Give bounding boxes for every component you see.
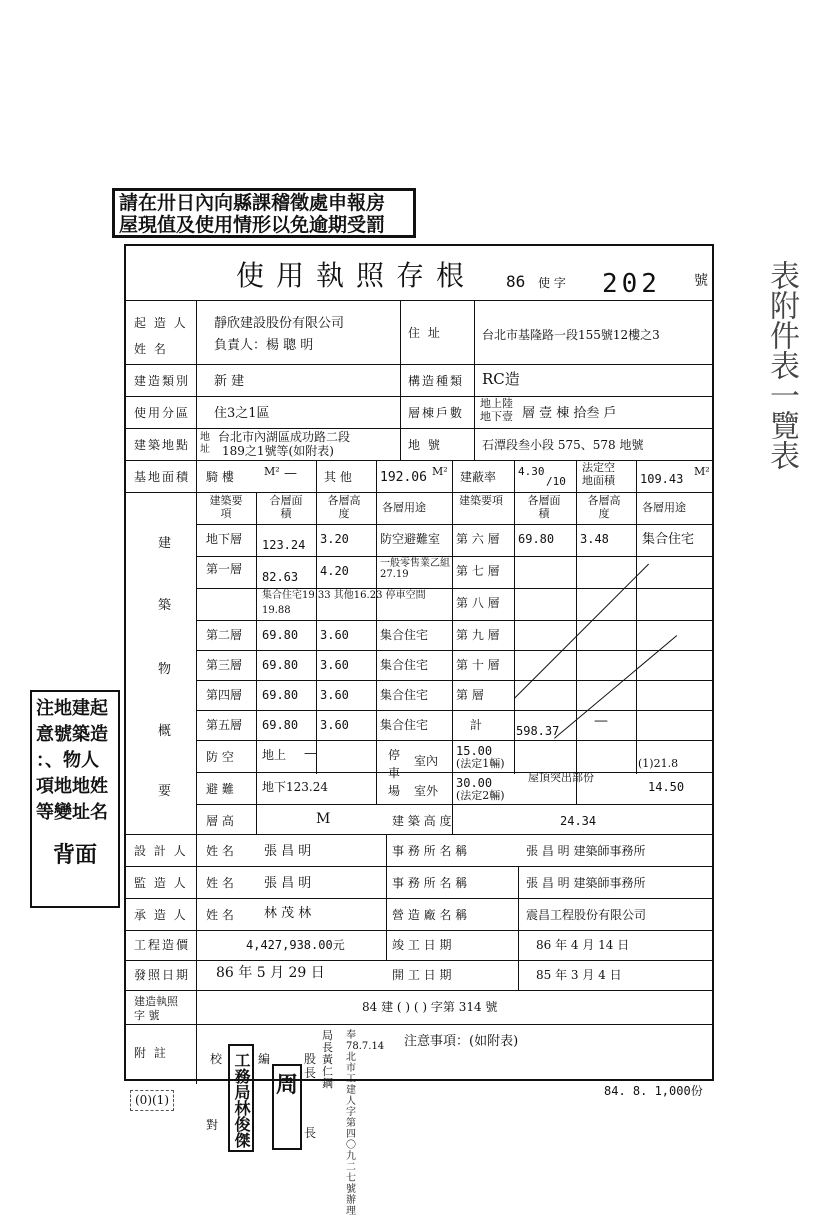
approval-seal-2 — [272, 1064, 302, 1150]
floor-name-2: 第 六 層 — [456, 532, 500, 546]
coverage-ratio-label: 建蔽率 — [460, 470, 497, 484]
section-label: 建 — [158, 536, 172, 551]
unit: M² — [432, 465, 448, 478]
floor-height: 3.20 — [320, 532, 349, 546]
owner-address: 台北市基隆路一段155號12樓之3 — [482, 328, 660, 342]
section-label: 要 — [158, 784, 172, 799]
floor-area-2: 69.80 — [518, 532, 555, 546]
proofread-label: 對 — [206, 1118, 219, 1132]
approval-seal-2-text: 周 — [275, 1072, 298, 1098]
license-year: 86 — [506, 272, 526, 291]
notice-stamp-top — [112, 188, 416, 238]
office-label: 事 務 所 名 稱 — [392, 844, 468, 858]
rule — [126, 300, 712, 301]
owner-company: 靜欣建設股份有限公司 — [214, 316, 345, 331]
supervisor-name: 張 昌 明 — [264, 876, 312, 891]
floor-name: 第二層 — [206, 628, 243, 642]
shelter-below: 地下123.24 — [262, 780, 328, 794]
rule — [196, 740, 712, 741]
floor-area: 69.80 — [262, 688, 299, 702]
floor-height: 3.60 — [320, 688, 349, 702]
license-number: 202 — [602, 269, 661, 299]
shelter-above-value: — — [304, 746, 317, 761]
floor-height-label: 層 高 — [206, 814, 234, 828]
issue-date: 86 年 5 月 29 日 — [216, 965, 325, 981]
shelter-label-2: 避 難 — [206, 782, 234, 796]
rule — [126, 364, 712, 365]
left-stamp-line: 項地地姓 — [36, 776, 108, 797]
floor-height-2: 3.48 — [580, 532, 609, 546]
lot-value: 石潭段叁小段 575、578 地號 — [482, 438, 644, 452]
owner-name-label: 姓 名 — [134, 342, 168, 356]
rule — [126, 834, 712, 835]
rule — [196, 556, 712, 557]
col-header: 各層面積 — [527, 494, 561, 520]
director-stamp: 局長黃仁鋼 — [322, 1029, 333, 1090]
rule — [126, 460, 712, 461]
rule — [386, 834, 387, 960]
rule — [256, 492, 257, 834]
right-margin-text: 表附件表一覽表 — [764, 260, 799, 470]
floor-area: 69.80 — [262, 718, 299, 732]
rule — [196, 680, 712, 681]
rule — [126, 1024, 712, 1025]
roof-label: 屋頂突出部份 — [528, 771, 594, 784]
arcade-value: — — [284, 466, 297, 481]
structure-label: 構造種類 — [408, 374, 465, 388]
designer-office: 張 昌 明 建築師事務所 — [526, 844, 646, 858]
rule — [126, 960, 712, 961]
rule — [126, 898, 712, 899]
completion-date-label: 竣 工 日 期 — [392, 938, 452, 952]
back-side-label: 背面 — [52, 842, 97, 868]
floors-tail: 層 壹 棟 拾叁 戶 — [522, 406, 617, 421]
col-header: 各層用途 — [642, 501, 686, 514]
floor-name-2: 第 層 — [456, 688, 484, 702]
floor-area: 82.63 — [262, 570, 299, 584]
category-label: 建造類別 — [134, 374, 191, 388]
name-label: 姓 名 — [206, 908, 234, 922]
approval-note: 奉78.7.14北市工建人字第四〇九二七號辦理 — [346, 1030, 385, 1217]
rule — [126, 866, 712, 867]
designer-name: 張 昌 明 — [264, 844, 312, 859]
start-date: 85 年 3 月 4 日 — [536, 968, 622, 982]
parking-outdoor-value: 30.00 — [456, 776, 493, 790]
notes-text: 注意事項：(如附表) — [404, 1034, 519, 1049]
floor-height: 3.60 — [320, 658, 349, 672]
unit: M² — [694, 465, 710, 478]
col-header: 各層高度 — [587, 494, 621, 520]
permit-label-2: 字 號 — [134, 1009, 160, 1022]
floors-label: 層棟戶數 — [408, 406, 465, 420]
company-label: 營 造 廠 名 稱 — [392, 908, 468, 922]
arcade-label: 騎 樓 — [206, 470, 234, 484]
floor-name: 第三層 — [206, 658, 243, 672]
edit-label: 編 — [258, 1052, 271, 1066]
parking-indoor-label: 室內 — [414, 754, 439, 768]
other-label: 其 他 — [324, 470, 352, 484]
floor-height: 3.60 — [320, 628, 349, 642]
parking-outdoor-label: 室外 — [414, 784, 439, 798]
floor-use-2: 集合住宅 — [642, 532, 695, 547]
rule — [196, 620, 712, 621]
floor-use: 集合住宅 — [380, 658, 429, 672]
check-label: 校 — [210, 1052, 223, 1066]
site-line-2: 189之1號等(如附表) — [222, 444, 334, 458]
completion-date: 86 年 4 月 14 日 — [536, 938, 630, 952]
cost-value: 4,427,938.00元 — [246, 938, 345, 952]
category-value: 新 建 — [214, 374, 245, 389]
floor-use: 集合住宅 — [380, 688, 429, 702]
license-suffix: 號 — [694, 273, 708, 289]
rule — [126, 396, 712, 397]
approval-seal-1 — [228, 1044, 254, 1152]
chief-label: 長 — [304, 1126, 317, 1140]
floor-height: 4.20 — [320, 564, 349, 578]
permit-number: 84 建 ( ) ( ) 字第 314 號 — [362, 1000, 498, 1014]
floors-below: 地下壹 — [480, 410, 513, 423]
total-height: — — [594, 713, 608, 729]
open-space-value: 109.43 — [640, 472, 684, 486]
rule — [474, 300, 475, 460]
site-label: 建築地點 — [134, 438, 191, 452]
floor-use: 集合住宅 — [380, 628, 429, 642]
name-label: 姓 名 — [206, 876, 234, 890]
shelter-above: 地上 — [262, 748, 287, 762]
rule — [126, 990, 712, 991]
floor-use: 防空避難室 — [380, 532, 441, 546]
col-header: 建築要項 — [459, 494, 503, 507]
rule — [196, 650, 712, 651]
contractor-label: 承 造 人 — [134, 908, 188, 922]
contractor-name: 林 茂 林 — [264, 906, 312, 921]
address-label: 住 址 — [408, 326, 442, 340]
total-area: 598.37 — [516, 724, 560, 738]
notes-label: 附 註 — [134, 1046, 168, 1060]
designer-label: 設 計 人 — [134, 844, 188, 858]
lot-label: 地 號 — [408, 438, 442, 452]
rule — [196, 772, 712, 773]
roof-value-a: (1)21.8 — [638, 757, 679, 770]
floor-use: 集合住宅19.33 其他16.23 停車空間19.88 — [262, 590, 426, 616]
shelter-label: 防 空 — [206, 750, 234, 764]
left-stamp-line: ：、物人 — [36, 750, 99, 771]
left-stamp-line: 注地建起 — [36, 698, 108, 719]
site-sub-label: 地址 — [200, 432, 210, 455]
name-label: 姓 名 — [206, 844, 234, 858]
license-word: 使 字 — [538, 276, 566, 290]
owner-rep: 負責人：楊 聰 明 — [214, 338, 314, 353]
start-date-label: 開 工 日 期 — [392, 968, 452, 982]
rule — [126, 428, 712, 429]
site-line-1: 台北市內湖區成功路二段 — [218, 430, 351, 444]
floor-area: 69.80 — [262, 628, 299, 642]
left-stamp-line: 意號築造 — [36, 724, 108, 745]
floor-height-value: M — [316, 811, 331, 827]
building-height-label: 建 築 高 度 — [392, 814, 452, 828]
supervisor-office: 張 昌 明 建築師事務所 — [526, 876, 646, 890]
notice-line-2: 屋現值及使用情形以免逾期受罰 — [119, 214, 386, 236]
zone-label: 使用分區 — [134, 406, 191, 420]
rule — [400, 300, 401, 460]
floor-name: 第一層 — [206, 562, 243, 576]
parking-outdoor-note: (法定2輛) — [456, 789, 505, 802]
supervisor-label: 監 造 人 — [134, 876, 188, 890]
rule — [196, 710, 712, 711]
other-value: 192.06 — [380, 470, 427, 485]
contractor-company: 震昌工程股份有限公司 — [526, 908, 647, 922]
parking-indoor-note: (法定1輛) — [456, 757, 505, 770]
col-header: 建築要項 — [209, 494, 243, 520]
open-space-label: 法定空 — [582, 461, 615, 474]
structure-value: RC造 — [482, 370, 520, 388]
rule — [452, 460, 453, 834]
site-area-label: 基地面積 — [134, 470, 191, 484]
floor-name-2: 第 十 層 — [456, 658, 500, 672]
unit: M² — [264, 465, 280, 478]
left-stamp-line: 等變址名 — [36, 802, 108, 823]
rule — [126, 492, 712, 493]
section-chief-label: 股長 — [304, 1052, 317, 1080]
floor-use: 一般零售業乙組27.19 — [380, 558, 450, 580]
floor-use: 集合住宅 — [380, 718, 429, 732]
floors-above: 地上陸 — [480, 397, 513, 410]
floor-height: 3.60 — [320, 718, 349, 732]
rule — [126, 930, 712, 931]
rule — [196, 300, 197, 1084]
cost-label: 工程造價 — [134, 938, 191, 952]
floor-area: 69.80 — [262, 658, 299, 672]
rule — [576, 460, 577, 804]
owner-label: 起 造 人 — [134, 316, 188, 330]
approval-seal-1-text: 工務局林俊傑 — [232, 1052, 251, 1148]
floor-area: 123.24 — [262, 538, 306, 552]
floor-name-2: 第 八 層 — [456, 596, 500, 610]
print-note: 84. 8. 1,000份 — [604, 1084, 703, 1098]
corner-stamp: (0)(1) — [130, 1090, 174, 1111]
form-title: 使用執照存根 — [236, 259, 477, 292]
parking-label: 停車場 — [388, 748, 401, 798]
rule — [196, 524, 712, 525]
floor-name: 第五層 — [206, 718, 243, 732]
col-header: 各層用途 — [382, 501, 426, 514]
floor-name: 第四層 — [206, 688, 243, 702]
total-label: 計 — [470, 718, 483, 732]
floor-name-2: 第 七 層 — [456, 564, 500, 578]
rule — [196, 804, 712, 805]
notice-line-1: 請在卅日內向縣課稽徵處申報房 — [119, 192, 386, 214]
section-label: 概 — [158, 724, 172, 739]
rule — [376, 460, 377, 804]
building-height-value: 24.34 — [560, 814, 597, 828]
section-label: 築 — [158, 598, 172, 613]
office-label: 事 務 所 名 稱 — [392, 876, 468, 890]
rule — [518, 866, 519, 990]
floor-name: 地下層 — [206, 532, 243, 546]
notice-stamp-left — [30, 690, 120, 908]
parking-indoor-value: 15.00 — [456, 744, 493, 758]
strike-line — [514, 564, 649, 699]
col-header: 合層面積 — [269, 494, 303, 520]
roof-value-b: 14.50 — [648, 780, 685, 794]
zone-value: 住3之1區 — [214, 406, 270, 421]
permit-label: 建造執照 — [134, 995, 178, 1008]
rule — [636, 460, 637, 774]
issue-date-label: 發照日期 — [134, 968, 191, 982]
col-header: 各層高度 — [327, 494, 361, 520]
rule — [514, 460, 515, 774]
coverage-ratio-denominator: /10 — [546, 475, 566, 488]
section-label: 物 — [158, 662, 172, 677]
floor-name-2: 第 九 層 — [456, 628, 500, 642]
open-space-label-2: 地面積 — [582, 474, 615, 487]
coverage-ratio-value: 4.30 — [518, 465, 545, 478]
